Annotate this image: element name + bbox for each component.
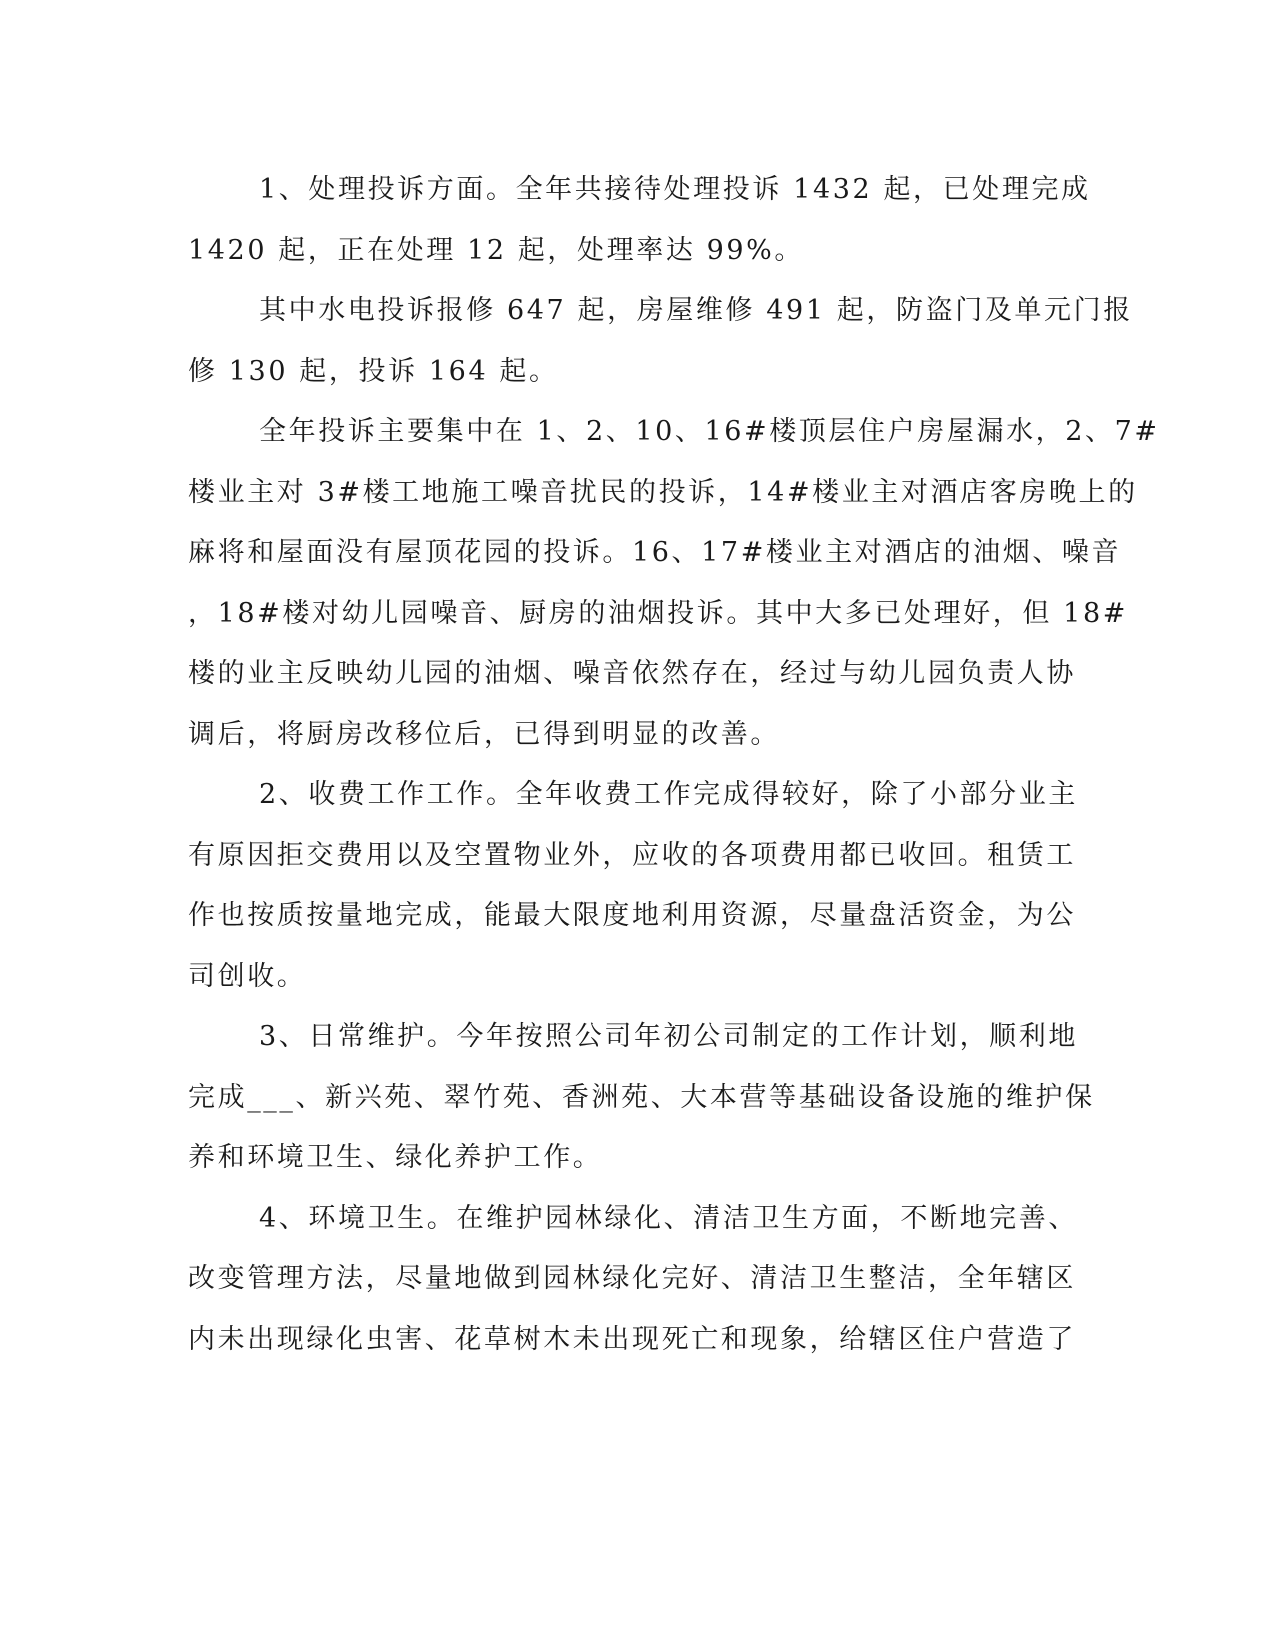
text-line: 改变管理方法，尽量地做到园林绿化完好、清洁卫生整洁，全年辖区 (188, 1263, 1076, 1294)
paragraph-complaint-focus (188, 402, 1160, 765)
text-line: 完成___、新兴苑、翠竹苑、香洲苑、大本营等基础设备设施的维护保 (188, 1081, 1095, 1113)
text-line: 有原因拒交费用以及空置物业外，应收的各项费用都已收回。租赁工 (188, 839, 1076, 871)
text-line: 4、环境卫生。在维护园林绿化、清洁卫生方面，不断地完善、 (259, 1202, 1078, 1234)
paragraph-fee-collection (188, 765, 1088, 1007)
text-line: 3、日常维护。今年按照公司年初公司制定的工作计划，顺利地 (259, 1021, 1078, 1052)
text-line: 内未出现绿化虫害、花草树木未出现死亡和现象，给辖区住户营造了 (188, 1323, 1076, 1355)
paragraph-environment-hygiene (188, 1189, 1088, 1371)
text-line: 楼的业主反映幼儿园的油烟、噪音依然存在，经过与幼儿园负责人协 (188, 658, 1076, 689)
text-line: 2、收费工作工作。全年收费工作完成得较好，除了小部分业主 (259, 779, 1078, 810)
text-line: ，18#楼对幼儿园噪音、厨房的油烟投诉。其中大多已处理好，但 18# (188, 597, 1128, 629)
text-line: 其中水电投诉报修 647 起，房屋维修 491 起，防盗门及单元门报 (259, 295, 1133, 326)
text-line: 全年投诉主要集中在 1、2、10、16#楼顶层住户房屋漏水，2、7# (259, 416, 1160, 447)
text-line: 麻将和屋面没有屋顶花园的投诉。16、17#楼业主对酒店的油烟、噪音 (188, 537, 1122, 568)
text-line: 调后，将厨房改移位后，已得到明显的改善。 (188, 718, 780, 750)
text-line: 楼业主对 3#楼工地施工噪音扰民的投诉，14#楼业主对酒店客房晚上的 (188, 476, 1138, 508)
text-line: 作也按质按量地完成，能最大限度地利用资源，尽量盘活资金，为公 (188, 900, 1076, 931)
paragraph-complaints (188, 160, 1091, 281)
paragraph-repair-breakdown (188, 281, 1133, 402)
paragraph-daily-maintenance (188, 1007, 1095, 1189)
document-body (188, 160, 1160, 1370)
text-line: 1、处理投诉方面。全年共接待处理投诉 1432 起，已处理完成 (259, 174, 1091, 205)
text-line: 1420 起，正在处理 12 起，处理率达 99%。 (188, 234, 805, 266)
text-line: 司创收。 (188, 960, 307, 992)
text-line: 修 130 起，投诉 164 起。 (188, 355, 559, 387)
text-line: 养和环境卫生、绿化养护工作。 (188, 1142, 603, 1173)
